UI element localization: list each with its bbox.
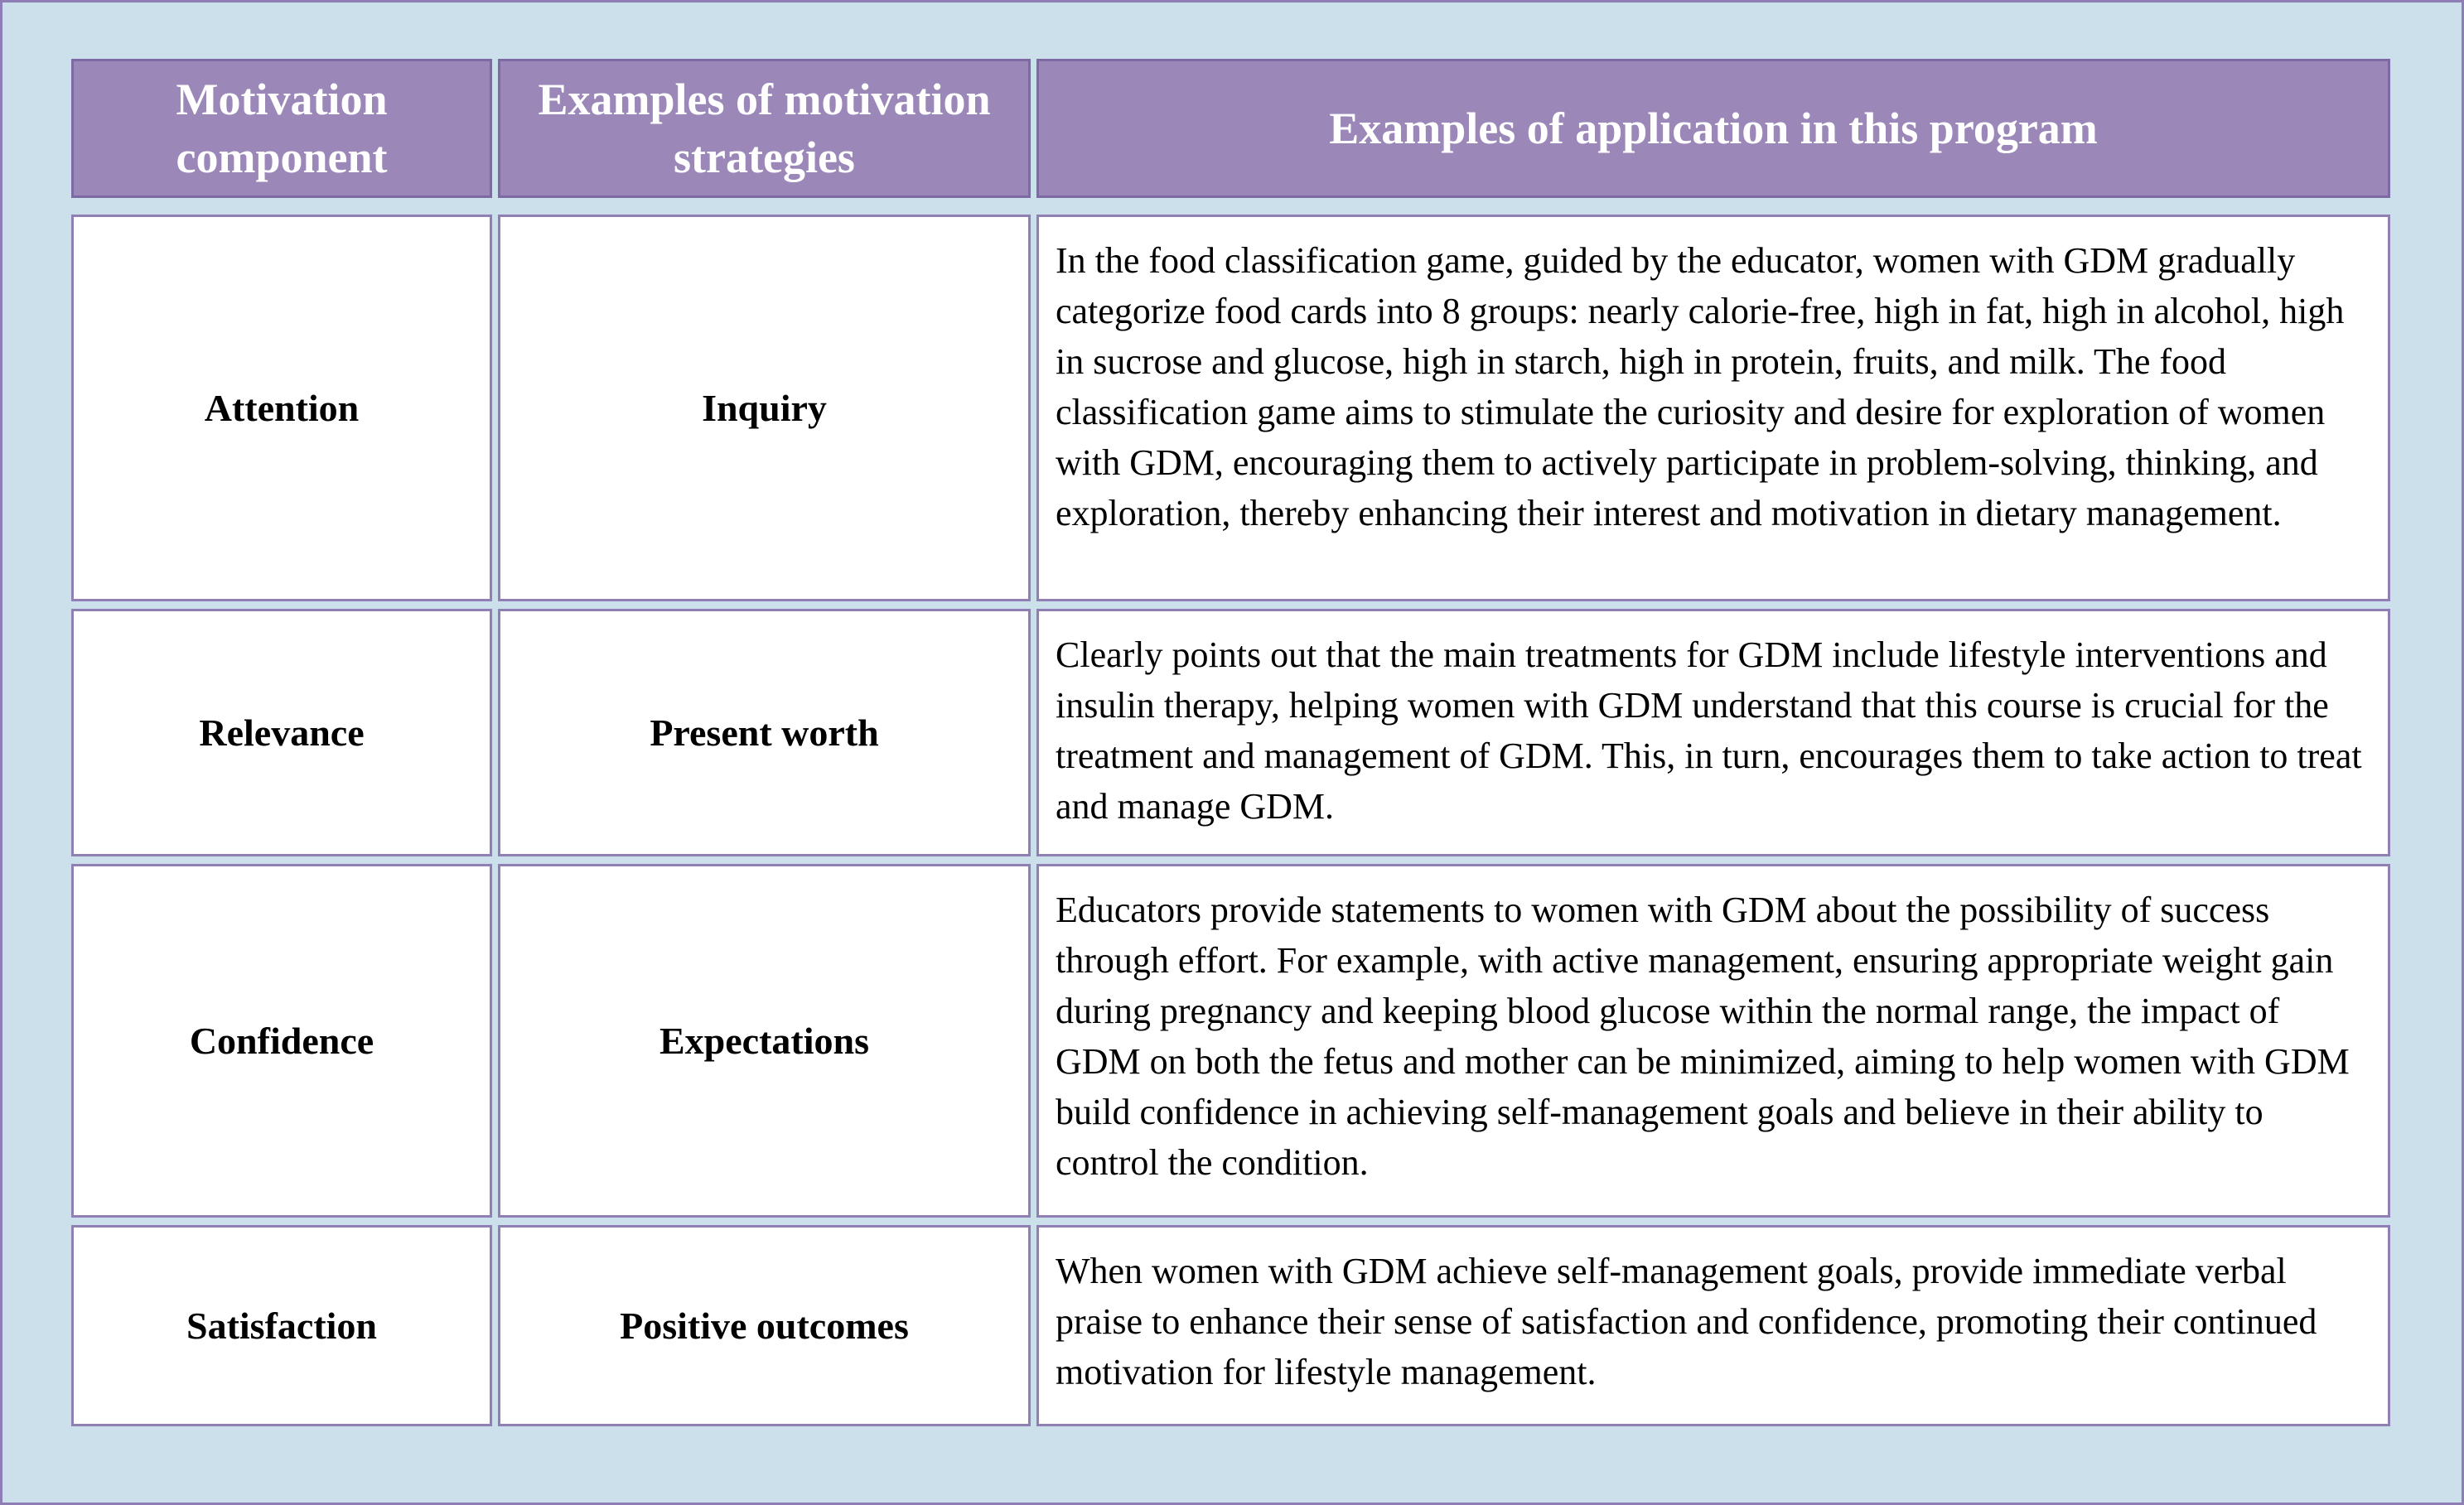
table-row-confidence-component xyxy=(71,864,492,1218)
strategy-label: Expectations xyxy=(659,1020,869,1062)
table-row-confidence-application xyxy=(1036,864,2390,1218)
table-row-attention-application xyxy=(1036,215,2390,601)
header-motivation-strategies-label: Examples of motivation strategies xyxy=(538,75,991,182)
table-row-relevance-application xyxy=(1036,609,2390,856)
application-text: When women with GDM achieve self-management goals, provide immediate verbal praise to enhance their sense of satisfaction and confidence, promoting their continued motivation for lifestyle management. xyxy=(1056,1251,2317,1392)
component-label: Relevance xyxy=(199,711,365,754)
application-text: Educators provide statements to women with GDM about the possibility of success through effort. For example, with active management, ensuring appropriate weight gain during pregnancy and keeping blood glucose within the normal range, the impact of GDM on both the fetus and mother can be minimized, aiming to help women with GDM build confidence in achieving self-management goals and believe in their ability to control the condition. xyxy=(1056,890,2350,1183)
strategy-label: Inquiry xyxy=(702,387,827,429)
table-row-relevance-strategy xyxy=(498,609,1031,856)
strategy-label: Positive outcomes xyxy=(620,1305,909,1347)
component-label: Confidence xyxy=(189,1020,374,1062)
application-text: In the food classification game, guided by the educator, women with GDM gradually categorize food cards into 8 groups: nearly calorie-free, high in fat, high in alcohol, high in sucrose and glucose, high in starch, high in protein, fruits, and milk. The food classification game aims to stimulate the curiosity and desire for exploration of women with GDM, encouraging them to actively participate in problem-solving, thinking, and exploration, thereby enhancing their interest and motivation in dietary management. xyxy=(1056,240,2345,533)
component-label: Satisfaction xyxy=(186,1305,377,1347)
table-row-attention-component xyxy=(71,215,492,601)
strategy-label: Present worth xyxy=(650,711,879,754)
header-motivation-component-label: Motivation component xyxy=(176,75,388,182)
component-label: Attention xyxy=(204,387,360,429)
header-application-examples-label: Examples of application in this program xyxy=(1329,104,2098,153)
table-row-relevance-component xyxy=(71,609,492,856)
header-motivation-component xyxy=(71,59,492,198)
table-row-attention-strategy xyxy=(498,215,1031,601)
application-text: Clearly points out that the main treatments for GDM include lifestyle interventions and insulin therapy, helping women with GDM understand that this course is crucial for the treatment and management of GDM. This, in turn, encourages them to take action to treat and manage GDM. xyxy=(1056,634,2362,827)
header-application-examples xyxy=(1036,59,2390,198)
table-row-satisfaction-strategy xyxy=(498,1225,1031,1426)
table-row-satisfaction-component xyxy=(71,1225,492,1426)
table-row-satisfaction-application xyxy=(1036,1225,2390,1426)
header-motivation-strategies xyxy=(498,59,1031,198)
table-row-confidence-strategy xyxy=(498,864,1031,1218)
